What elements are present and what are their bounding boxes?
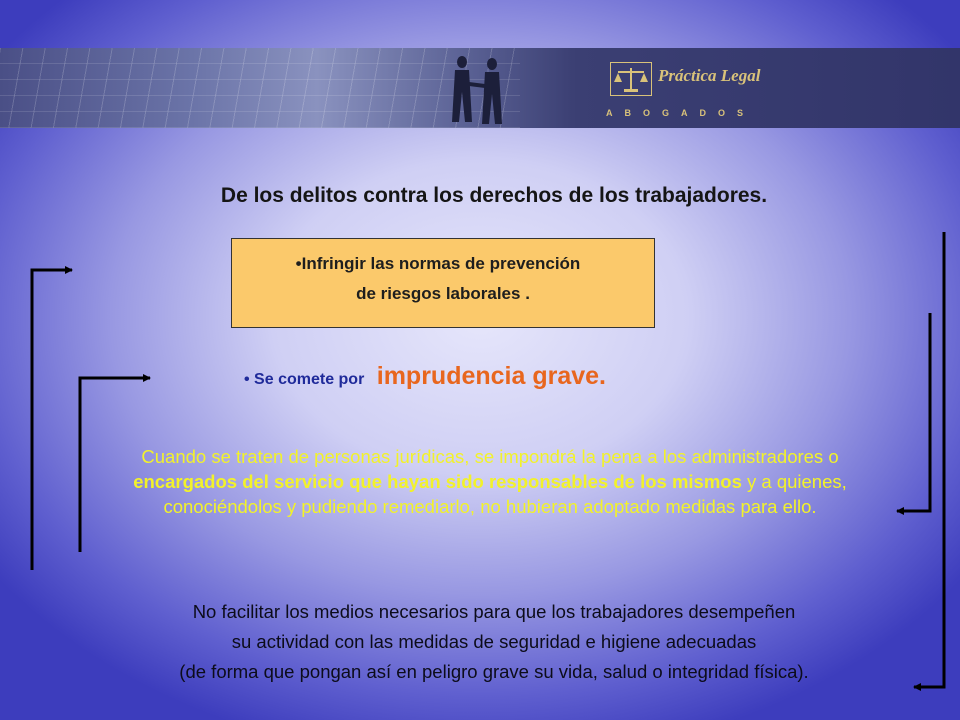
box-line-2: de riesgos laborales .	[356, 284, 530, 303]
left-inner-arrow	[80, 378, 150, 552]
paragraph-part-2: encargados del servicio que hayan sido responsables de los mismos	[133, 471, 742, 492]
commission-highlight: imprudencia grave.	[376, 362, 606, 390]
bottom-line-1: No facilitar los medios necesarios para que los trabajadores desempeñen	[192, 601, 796, 622]
slide-title: De los delitos contra los derechos de los trabajadores.	[220, 184, 768, 207]
paragraph-part-1: Cuando se traten de personas jurídicas, se impondrá la pena a los administradores o	[141, 446, 839, 467]
bottom-line-2: su actividad con las medidas de seguridad e higiene adecuadas	[231, 631, 757, 652]
box-line-1: •Infringir las normas de prevención	[295, 254, 581, 273]
logo-subtitle: ABOGADOS	[606, 108, 756, 118]
logo-name: Práctica Legal	[658, 66, 761, 85]
bottom-line-3: (de forma que pongan así en peligro grave su vida, salud o integridad física).	[179, 661, 809, 682]
right-inner-arrow	[897, 313, 930, 511]
left-outer-arrow	[32, 270, 72, 570]
commission-prefix: • Se comete por	[244, 371, 369, 388]
paragraph-part-3: y a quienes, conociéndolos y pudiendo remediarlo, no hubieran adoptado medidas para ello.	[163, 471, 847, 517]
